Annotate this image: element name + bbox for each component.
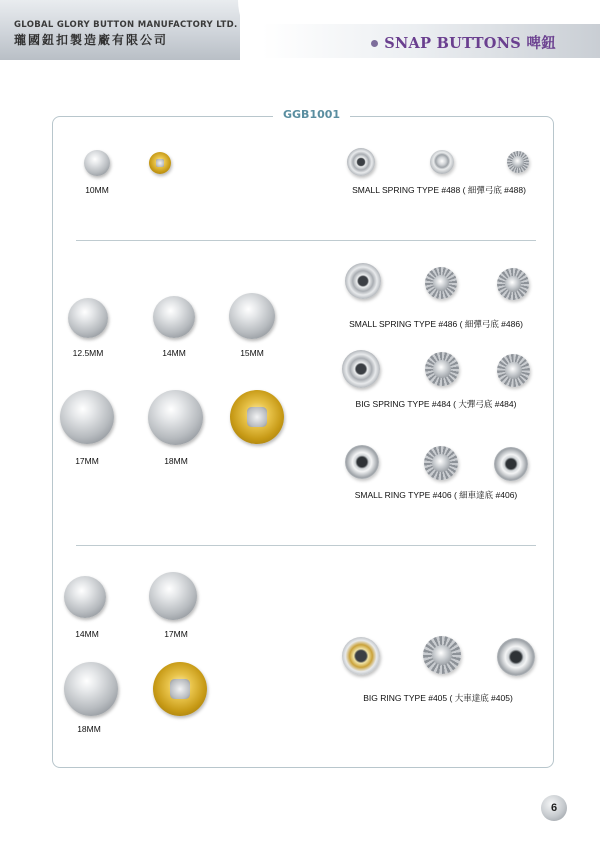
post-484	[497, 354, 530, 387]
stud-406	[424, 446, 458, 480]
socket-488	[347, 148, 375, 176]
catalog-panel	[52, 116, 554, 768]
cap-size-label: 12.5MM	[72, 348, 104, 358]
post-406	[494, 447, 528, 481]
type-label-484: BIG SPRING TYPE #484 ( 大彈弓底 #484)	[355, 399, 517, 409]
catalog-code: GGB1001	[273, 108, 350, 121]
type-label-405: BIG RING TYPE #405 ( 大車達底 #405)	[363, 693, 513, 703]
socket-484	[342, 350, 380, 388]
snap-cap-back	[230, 390, 284, 444]
cap-size-label: 18MM	[164, 456, 188, 466]
section-divider	[76, 240, 536, 241]
stud-405	[423, 636, 461, 674]
stud-486	[425, 267, 457, 299]
snap-cap-14mm	[153, 296, 195, 338]
socket-486	[345, 263, 381, 299]
snap-cap-18mm	[148, 390, 203, 445]
bullet-icon	[371, 40, 378, 47]
cap-size-label: 14MM	[162, 348, 186, 358]
socket-406	[345, 445, 379, 479]
snap-cap-12.5mm	[68, 298, 108, 338]
type-label-486: SMALL SPRING TYPE #486 ( 細彈弓底 #486)	[349, 319, 523, 329]
snap-cap-back	[153, 662, 207, 716]
type-label-406: SMALL RING TYPE #406 ( 細車達底 #406)	[354, 490, 518, 500]
snap-cap-back-10mm	[149, 152, 171, 174]
snap-cap-15mm	[229, 293, 275, 339]
section-divider	[76, 545, 536, 546]
page-number: 6	[541, 795, 567, 821]
snap-cap-18mm	[64, 662, 118, 716]
snap-cap-10mm	[84, 150, 110, 176]
cap-size-label: 10MM	[85, 185, 109, 195]
cap-size-label: 14MM	[75, 629, 99, 639]
section-title-text: SNAP BUTTONS 啤鈕	[384, 35, 556, 52]
cap-size-label: 17MM	[75, 456, 99, 466]
post-405	[497, 638, 535, 676]
cap-size-label: 15MM	[240, 348, 264, 358]
company-name-zh: 瓏國鈕扣製造廠有限公司	[14, 33, 169, 47]
snap-cap-17mm	[60, 390, 114, 444]
type-label-488: SMALL SPRING TYPE #488 ( 細彈弓底 #488)	[352, 185, 526, 195]
snap-cap-14mm	[64, 576, 106, 618]
snap-cap-17mm	[149, 572, 197, 620]
cap-size-label: 17MM	[164, 629, 188, 639]
company-name-en: GLOBAL GLORY BUTTON MANUFACTORY LTD.	[14, 20, 238, 30]
page-header	[0, 0, 600, 60]
stud-484	[425, 352, 459, 386]
socket-405	[342, 637, 380, 675]
post-486	[497, 268, 529, 300]
cap-size-label: 18MM	[77, 724, 101, 734]
post-488	[507, 151, 529, 173]
stud-488	[430, 150, 454, 174]
section-title	[371, 32, 556, 53]
